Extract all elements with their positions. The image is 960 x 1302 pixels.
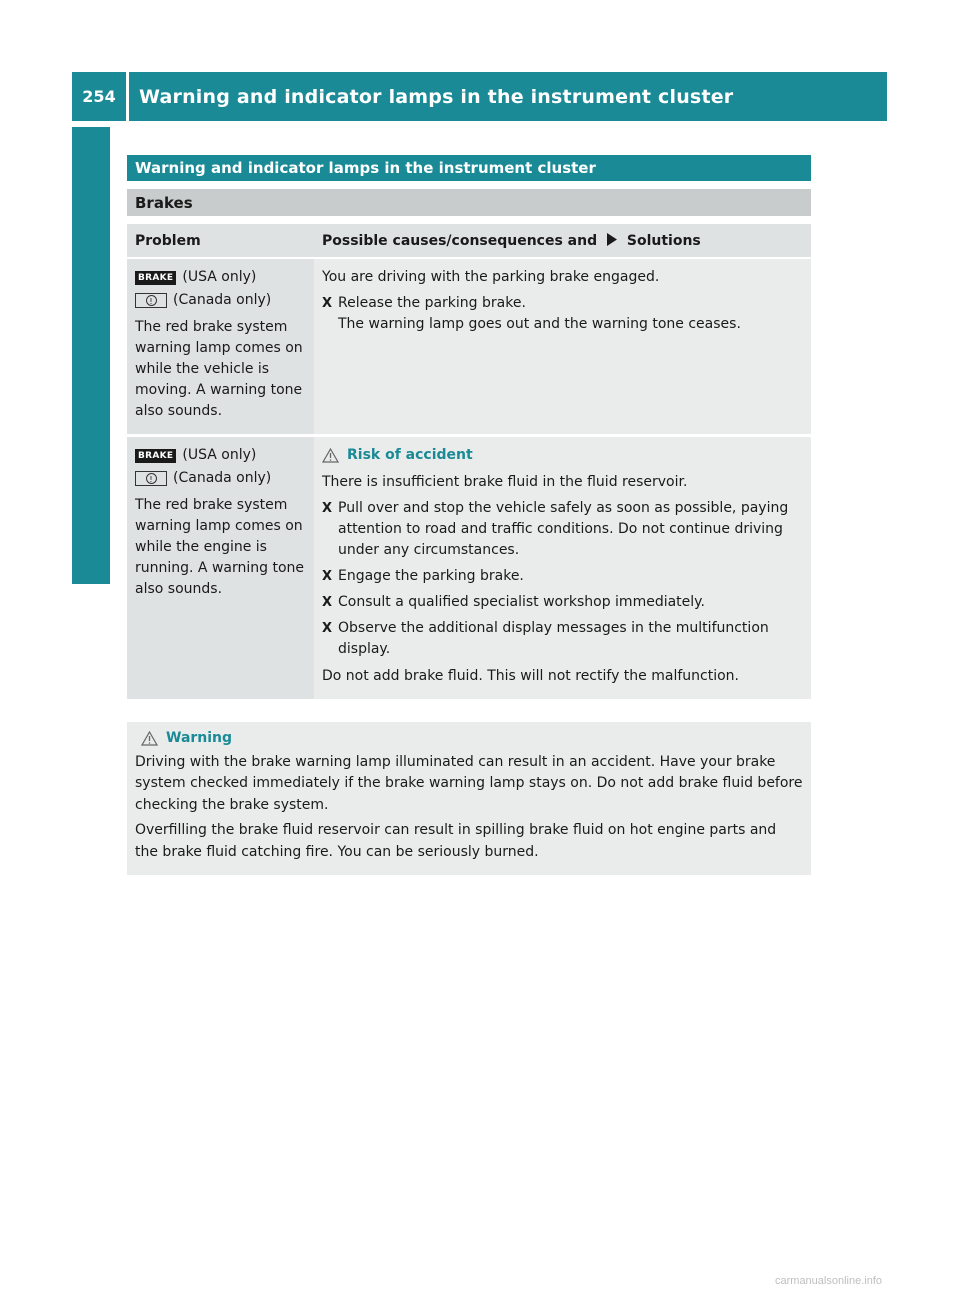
lamp-canada bbox=[135, 468, 306, 489]
table-row bbox=[127, 436, 811, 701]
table-header-row bbox=[127, 224, 811, 258]
warning-triangle-icon bbox=[322, 448, 339, 463]
step-item bbox=[322, 566, 803, 587]
col-causes-pre: Possible causes/consequences and bbox=[322, 232, 598, 249]
brake-lamp-icon: BRAKE bbox=[135, 271, 176, 285]
step-item bbox=[322, 498, 803, 561]
col-causes-header bbox=[314, 224, 811, 258]
lamp-canada bbox=[135, 290, 306, 311]
step-text: Pull over and stop the vehicle safely as soon as possible, paying attention to road and traffic conditions. Do not continue driving under any circumstances. bbox=[338, 500, 789, 558]
step-text: Observe the additional display messages in the multifunction display. bbox=[338, 620, 769, 657]
step-x-icon: X bbox=[322, 501, 333, 516]
lamp-usa bbox=[135, 267, 306, 288]
side-tab-label: On-board computer and displays bbox=[89, 180, 111, 530]
solution-cell bbox=[314, 258, 811, 436]
warning-label: Warning bbox=[166, 730, 233, 746]
col-problem-header: Problem bbox=[127, 224, 314, 258]
brake-circle-lamp-icon: ! bbox=[135, 293, 167, 308]
warning-paragraph: Overfilling the brake fluid reservoir can result in spilling brake fluid on hot engine parts and the brake fluid catching fire. You can be seriously burned. bbox=[135, 822, 777, 860]
cause-text: You are driving with the parking brake engaged. bbox=[322, 269, 660, 285]
brake-circle-lamp-icon: ! bbox=[135, 471, 167, 486]
warning-triangle-icon bbox=[141, 731, 158, 746]
step-item bbox=[322, 592, 803, 613]
risk-heading bbox=[322, 445, 803, 466]
usa-only-label: (USA only) bbox=[182, 269, 257, 285]
col-causes-post: Solutions bbox=[626, 232, 701, 249]
brakes-table bbox=[127, 224, 811, 702]
step-text: Release the parking brake. bbox=[338, 295, 526, 311]
warning-heading bbox=[135, 728, 803, 750]
usa-only-label: (USA only) bbox=[182, 447, 257, 463]
footer-watermark: carmanualsonline.info bbox=[775, 1275, 883, 1287]
warning-box bbox=[127, 722, 811, 875]
section-title: Warning and indicator lamps in the instrument cluster bbox=[127, 155, 811, 181]
lamp-usa bbox=[135, 445, 306, 466]
play-arrow-icon bbox=[606, 233, 618, 246]
canada-only-label: (Canada only) bbox=[173, 470, 272, 486]
step-x-icon: X bbox=[322, 569, 333, 584]
step-x-icon: X bbox=[322, 296, 333, 311]
step-item bbox=[322, 618, 803, 660]
table-row bbox=[127, 258, 811, 436]
note-text: Do not add brake fluid. This will not rectify the malfunction. bbox=[322, 668, 739, 684]
step-x-icon: X bbox=[322, 595, 333, 610]
step-text: Engage the parking brake. bbox=[338, 568, 524, 584]
header-title: Warning and indicator lamps in the instrument cluster bbox=[139, 85, 734, 108]
page-header bbox=[72, 72, 887, 121]
page-number: 254 bbox=[72, 72, 129, 121]
step-text: Consult a qualified specialist workshop immediately. bbox=[338, 594, 705, 610]
cause-text: There is insufficient brake fluid in the fluid reservoir. bbox=[322, 474, 688, 490]
brake-lamp-icon: BRAKE bbox=[135, 449, 176, 463]
step-x-icon: X bbox=[322, 621, 333, 636]
problem-cell bbox=[127, 258, 314, 436]
step-subtext: The warning lamp goes out and the warning tone ceases. bbox=[338, 316, 741, 332]
risk-label: Risk of accident bbox=[347, 447, 473, 463]
solution-cell bbox=[314, 436, 811, 701]
problem-text: The red brake system warning lamp comes on while the vehicle is moving. A warning tone also sounds. bbox=[135, 319, 303, 419]
problem-text: The red brake system warning lamp comes on while the engine is running. A warning tone also sounds. bbox=[135, 497, 305, 597]
canada-only-label: (Canada only) bbox=[173, 292, 272, 308]
problem-cell bbox=[127, 436, 314, 701]
warning-paragraph: Driving with the brake warning lamp illuminated can result in an accident. Have your brake system checked immediately if the brake warning lamp stays on. Do not add brake fluid before checking the brake system. bbox=[135, 753, 803, 813]
main-content bbox=[127, 155, 811, 702]
step-item bbox=[322, 293, 803, 335]
section-subtitle: Brakes bbox=[127, 189, 811, 216]
